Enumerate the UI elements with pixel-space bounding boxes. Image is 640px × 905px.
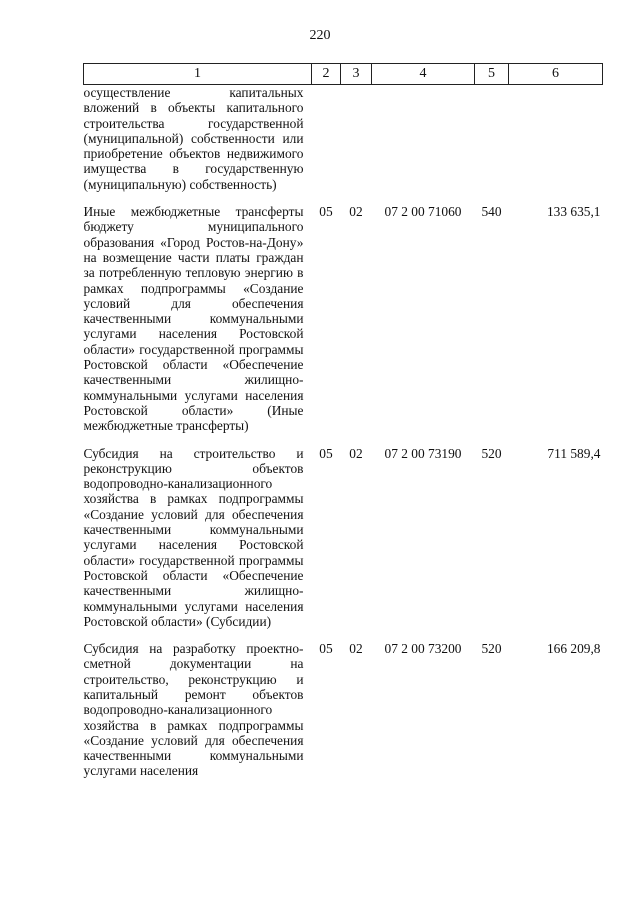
row-section: 05 (319, 641, 333, 657)
column-header-4: 4 (372, 64, 475, 85)
row-target-article: 07 2 00 73200 (384, 641, 462, 657)
row-expense-type: 520 (481, 445, 502, 461)
column-header-6: 6 (509, 64, 603, 85)
row-description: осуществление капитальных вложений в объекты капитального строительства государственной (муниципальной) собственности или приобретение объектов недвижимого имущества в государственную (муниципальную) собственность) (83, 85, 304, 192)
table-row (84, 85, 603, 205)
row-subsection (341, 85, 372, 205)
row-amount: 166 209,8 (546, 641, 601, 657)
row-target-article (372, 85, 475, 205)
row-amount (509, 85, 603, 205)
table-row (84, 446, 603, 642)
row-target-article: 07 2 00 71060 (384, 204, 462, 220)
table-row (84, 641, 603, 791)
column-header-5: 5 (475, 64, 509, 85)
row-amount: 133 635,1 (546, 204, 601, 220)
column-header-3: 3 (341, 64, 372, 85)
row-description: Субсидия на разработку проектно-сметной документации на строительство, реконструкцию и капитальный ремонт объектов водопроводно-канализационного хозяйства в рамках подпрограммы «Создание условий для обеспечения качественными коммунальными услугами населения (83, 641, 304, 779)
row-description: Субсидия на строительство и реконструкцию объектов водопроводно-канализационного хозяйства в рамках подпрограммы «Создание условий для обеспечения качественными коммунальными услугами населения Ростовской области» государственной программы Ростовской области «Обеспечение качественными жилищно-коммунальными услугами населения Ростовской области» (Субсидии) (83, 445, 304, 629)
row-subsection: 02 (349, 445, 363, 461)
row-subsection: 02 (349, 641, 363, 657)
row-target-article: 07 2 00 73190 (384, 445, 462, 461)
row-subsection: 02 (349, 204, 363, 220)
column-header-2: 2 (312, 64, 341, 85)
row-expense-type: 540 (481, 204, 502, 220)
table-header (84, 64, 603, 85)
row-expense-type (475, 85, 509, 205)
row-amount: 711 589,4 (547, 445, 601, 461)
row-section (312, 85, 341, 205)
column-header-1: 1 (84, 64, 312, 85)
page-number: 220 (309, 28, 331, 43)
table-row (84, 204, 603, 445)
row-section: 05 (319, 445, 333, 461)
row-description: Иные межбюджетные трансферты бюджету муниципального образования «Город Ростов-на-Дону» на возмещение части платы граждан за потребленную тепловую энергию в рамках подпрограммы «Создание условий для обеспечения качественными коммунальными услугами населения Ростовской области» государственной программы Ростовской области «Обеспечение качественными жилищно-коммунальными услугами населения Ростовской области» (Иные межбюджетные трансферты) (83, 204, 304, 434)
row-section: 05 (319, 204, 333, 220)
row-expense-type: 520 (481, 641, 502, 657)
budget-table (83, 63, 603, 791)
